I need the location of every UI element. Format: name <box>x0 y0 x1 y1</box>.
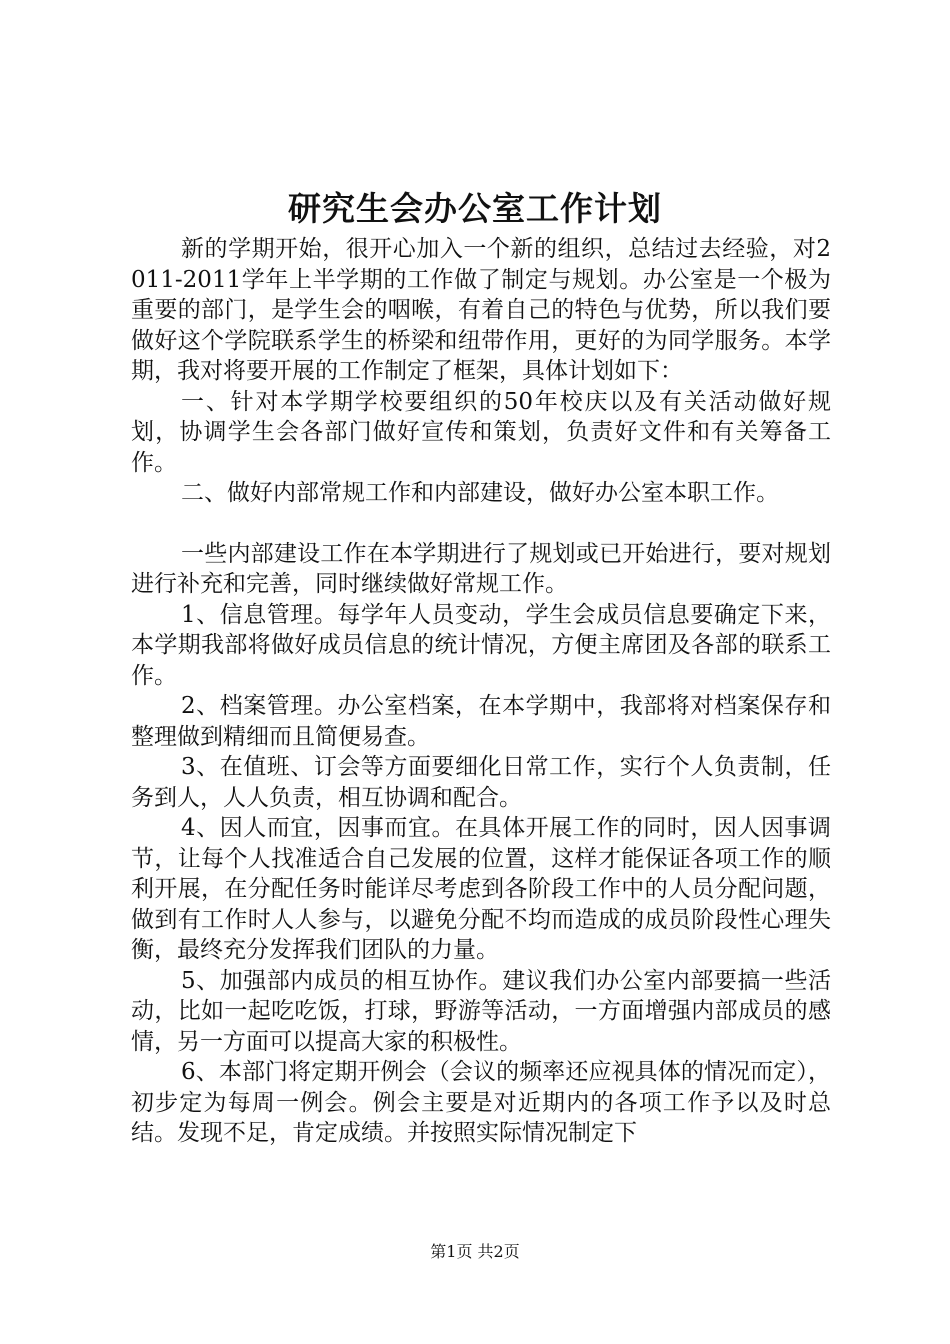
document-body <box>131 234 831 1149</box>
document-title: 研究生会办公室工作计划 <box>288 189 662 228</box>
paragraph-meetings: 6、本部门将定期开例会（会议的频率还应视具体的情况而定），初步定为每周一例会。例会主要是对近期内的各项工作予以及时总结。发现不足，肯定成绩。并按照实际情况制定下 <box>131 1059 831 1146</box>
paragraph-internal-work: 一些内部建设工作在本学期进行了规划或已开始进行，要对规划进行补充和完善，同时继续做好常规工作。 <box>131 540 831 597</box>
paragraph-cooperation: 5、加强部内成员的相互协作。建议我们办公室内部要搞一些活动，比如一起吃吃饭，打球，野游等活动，一方面增强内部成员的感情，另一方面可以提高大家的积极性。 <box>131 967 831 1055</box>
paragraph-item-1: 一、针对本学期学校要组织的50年校庆以及有关活动做好规划，协调学生会各部门做好宣传和策划，负责好文件和有关筹备工作。 <box>131 388 831 476</box>
paragraph-archive-management: 2、档案管理。办公室档案，在本学期中，我部将对档案保存和整理做到精细而且简便易查。 <box>131 693 831 750</box>
paragraph-assignment: 4、因人而宜，因事而宜。在具体开展工作的同时，因人因事调节，让每个人找准适合自己发展的位置，这样才能保证各项工作的顺利开展，在分配任务时能详尽考虑到各阶段工作中的人员分配问题，做到有工作时人人参与，以避免分配不均而造成的成员阶段性心理失衡，最终充分发挥我们团队的力量。 <box>131 815 831 963</box>
paragraph-item-2: 二、做好内部常规工作和内部建设，做好办公室本职工作。 <box>181 480 779 506</box>
page-number: 第1页 共2页 <box>430 1242 520 1261</box>
paragraph-intro: 新的学期开始，很开心加入一个新的组织，总结过去经验，对2011-2011学年上半学期的工作做了制定与规划。办公室是一个极为重要的部门，是学生会的咽喉，有着自己的特色与优势，所以我们要做好这个学院联系学生的桥梁和纽带作用，更好的为同学服务。本学期，我对将要开展的工作制定了框架，具体计划如下： <box>131 236 831 384</box>
paragraph-info-management: 1、信息管理。每学年人员变动，学生会成员信息要确定下来，本学期我部将做好成员信息的统计情况，方便主席团及各部的联系工作。 <box>131 601 831 689</box>
paragraph-duty: 3、在值班、订会等方面要细化日常工作，实行个人负责制，任务到人，人人负责，相互协调和配合。 <box>131 754 831 811</box>
